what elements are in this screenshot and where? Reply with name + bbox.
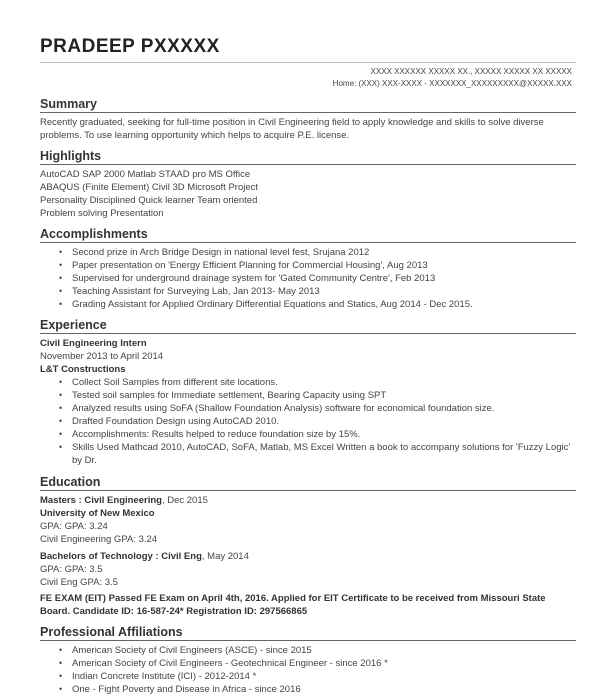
fe-exam-text: FE EXAM (EIT) Passed FE Exam on April 4th, 2016. Applied for EIT Certificate to be received from Missouri State Board. Candidate ID: 16-587-24* Registration ID: 297566865 <box>40 593 546 617</box>
bullet-icon: • <box>59 671 63 681</box>
experience-text: Collect Soil Samples from different site locations. <box>72 377 278 388</box>
bachelors-degree: Bachelors of Technology : Civil Eng <box>40 551 202 562</box>
affiliation-text: One - Fight Poverty and Disease in Africa - since 2016 <box>72 684 301 695</box>
accomplishments-divider <box>40 242 576 243</box>
highlight-item: AutoCAD SAP 2000 Matlab STAAD pro MS Office <box>40 169 251 180</box>
experience-text: Tested soil samples for Immediate settlement, Bearing Capacity using SPT <box>72 390 387 401</box>
masters-degree: Masters : Civil Engineering <box>40 495 162 506</box>
list-item <box>40 441 576 467</box>
contact-address: XXXX XXXXXX XXXXX XX., XXXXX XXXXX XX XXXXX <box>370 67 572 76</box>
bullet-icon: • <box>59 429 63 439</box>
masters-date: , Dec 2015 <box>161 495 208 506</box>
bullet-icon: • <box>59 390 63 400</box>
highlights-divider <box>40 164 576 165</box>
experience-text: Skills Used Mathcad 2010, AutoCAD, SoFA, Matlab, MS Excel Written a book to accompany solutions for 'Fuzzy Logic' by Dr. <box>72 442 571 466</box>
accomplishment-text: Grading Assistant for Applied Ordinary Differential Equations and Statics, Aug 2014 - Dec 2015. <box>72 299 473 310</box>
summary-text: Recently graduated, seeking for full-time position in Civil Engineering field to apply knowledge and skills to solve diverse problems. To use learning opportunity which helps to acquire P.E. license. <box>40 117 544 141</box>
list-item <box>40 683 576 696</box>
list-item <box>40 670 576 683</box>
masters-school: University of New Mexico <box>40 508 155 519</box>
affiliation-text: American Society of Civil Engineers - Geotechnical Engineer - since 2016 * <box>72 658 388 669</box>
accomplishments-heading: Accomplishments <box>40 227 148 241</box>
affiliations-heading: Professional Affiliations <box>40 625 183 639</box>
education-divider <box>40 490 576 491</box>
bachelors-date: , May 2014 <box>201 551 249 562</box>
bullet-icon: • <box>59 442 63 452</box>
job-title: Civil Engineering Intern <box>40 338 147 349</box>
name-divider <box>40 62 576 63</box>
list-item <box>40 259 576 272</box>
bachelors-degree-line <box>40 550 576 563</box>
bullet-icon: • <box>59 260 63 270</box>
bullet-icon: • <box>59 658 63 668</box>
bullet-icon: • <box>59 403 63 413</box>
masters-gpa: GPA: GPA: 3.24 <box>40 521 108 532</box>
list-item <box>40 246 576 259</box>
affiliations-list <box>40 644 576 696</box>
list-item <box>40 285 576 298</box>
accomplishment-text: Paper presentation on 'Energy Efficient Planning for Commercial Housing', Aug 2013 <box>72 260 428 271</box>
bullet-icon: • <box>59 286 63 296</box>
experience-text: Analyzed results using SoFA (Shallow Foundation Analysis) software for economical foundation size. <box>72 403 495 414</box>
bullet-icon: • <box>59 377 63 387</box>
masters-degree-line <box>40 494 576 507</box>
contact-phone-email: Home: (XXX) XXX-XXXX - XXXXXXX_XXXXXXXXX@XXXXX.XXX <box>332 79 572 88</box>
bullet-icon: • <box>59 416 63 426</box>
highlight-item: ABAQUS (Finite Element) Civil 3D Microsoft Project <box>40 182 259 193</box>
experience-list <box>40 376 576 467</box>
experience-heading: Experience <box>40 318 107 332</box>
bachelors-gpa: GPA: GPA: 3.5 <box>40 564 103 575</box>
experience-text: Drafted Foundation Design using AutoCAD 2010. <box>72 416 280 427</box>
bullet-icon: • <box>59 247 63 257</box>
bullet-icon: • <box>59 684 63 694</box>
highlight-item: Problem solving Presentation <box>40 208 164 219</box>
bullet-icon: • <box>59 645 63 655</box>
job-dates: November 2013 to April 2014 <box>40 351 164 362</box>
summary-heading: Summary <box>40 97 97 111</box>
bullet-icon: • <box>59 273 63 283</box>
experience-divider <box>40 333 576 334</box>
list-item <box>40 389 576 402</box>
list-item <box>40 376 576 389</box>
education-heading: Education <box>40 475 101 489</box>
affiliations-divider <box>40 640 576 641</box>
experience-text: Accomplishments: Results helped to reduce foundation size by 15%. <box>72 429 361 440</box>
list-item <box>40 298 576 311</box>
affiliation-text: American Society of Civil Engineers (ASCE) - since 2015 <box>72 645 312 656</box>
company-name: L&T Constructions <box>40 364 126 375</box>
masters-major-gpa: Civil Engineering GPA: 3.24 <box>40 534 158 545</box>
summary-divider <box>40 112 576 113</box>
bullet-icon: • <box>59 299 63 309</box>
highlights-heading: Highlights <box>40 149 102 163</box>
accomplishment-text: Second prize in Arch Bridge Design in national level fest, Srujana 2012 <box>72 247 370 258</box>
accomplishment-text: Teaching Assistant for Surveying Lab, Jan 2013- May 2013 <box>72 286 320 297</box>
bachelors-major-gpa: Civil Eng GPA: 3.5 <box>40 577 118 588</box>
list-item <box>40 428 576 441</box>
list-item <box>40 272 576 285</box>
accomplishment-text: Supervised for underground drainage system for 'Gated Community Centre', Feb 2013 <box>72 273 436 284</box>
list-item <box>40 402 576 415</box>
list-item <box>40 657 576 670</box>
list-item <box>40 644 576 657</box>
highlight-item: Personality Disciplined Quick learner Team oriented <box>40 195 258 206</box>
affiliation-text: Indian Concrete Institute (ICI) - 2012-2014 * <box>72 671 257 682</box>
candidate-name: PRADEEP PXXXXX <box>40 36 220 57</box>
accomplishments-list <box>40 246 576 311</box>
list-item <box>40 415 576 428</box>
